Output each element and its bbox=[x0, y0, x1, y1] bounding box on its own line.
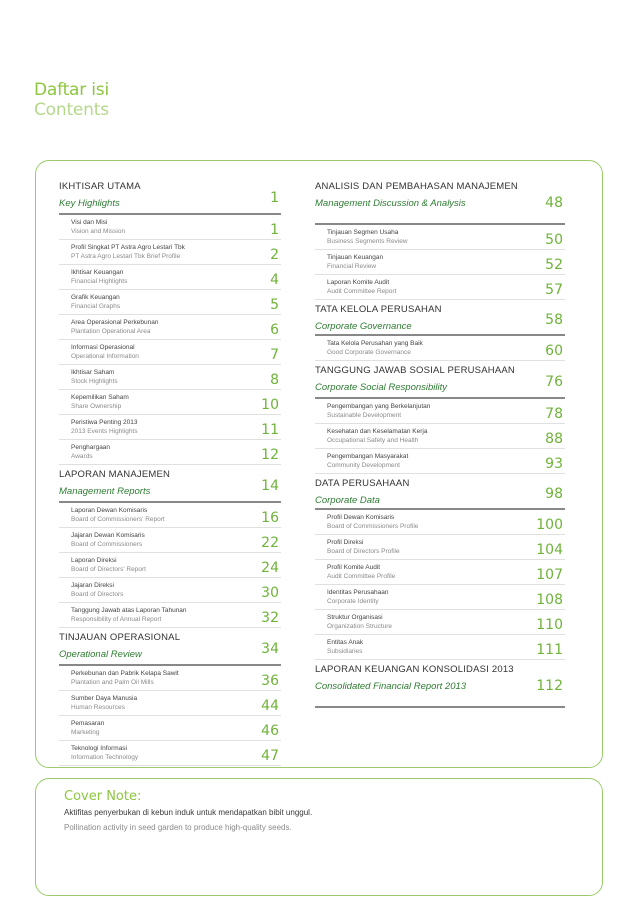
item-title-indonesian: Peristiwa Penting 2013 bbox=[71, 419, 138, 426]
item-title-indonesian: Struktur Organisasi bbox=[327, 614, 383, 621]
page-number: 46 bbox=[261, 723, 279, 739]
page-number: 34 bbox=[261, 641, 279, 657]
item-title-indonesian: Identitas Perusahaan bbox=[327, 589, 389, 596]
item-title-english: Good Corporate Governance bbox=[327, 349, 411, 356]
toc-item[interactable] bbox=[315, 535, 565, 560]
toc-item[interactable] bbox=[59, 603, 281, 628]
title-indonesian: Daftar isi bbox=[34, 80, 109, 100]
toc-item[interactable] bbox=[59, 666, 281, 691]
item-title-english: Marketing bbox=[71, 729, 100, 736]
section-title-english: Management Reports bbox=[59, 486, 151, 497]
page-number: 12 bbox=[261, 447, 279, 463]
page-number: 107 bbox=[536, 567, 563, 583]
toc-section[interactable] bbox=[59, 177, 281, 215]
toc-section[interactable] bbox=[315, 474, 565, 510]
item-title-indonesian: Area Operasional Perkebunan bbox=[71, 319, 159, 326]
section-title-english: Consolidated Financial Report 2013 bbox=[315, 681, 467, 692]
section-title-english: Operational Review bbox=[59, 649, 142, 660]
item-title-english: Stock Highlights bbox=[71, 378, 118, 385]
page-number: 2 bbox=[270, 247, 279, 263]
section-title-indonesian: LAPORAN MANAJEMEN bbox=[59, 469, 171, 480]
toc-item[interactable] bbox=[315, 610, 565, 635]
item-title-indonesian: Teknologi Informasi bbox=[71, 745, 127, 752]
toc-item[interactable] bbox=[59, 716, 281, 741]
page-number: 44 bbox=[261, 698, 279, 714]
toc-item[interactable] bbox=[59, 315, 281, 340]
item-title-indonesian: Tanggung Jawab atas Laporan Tahunan bbox=[71, 607, 187, 614]
toc-item[interactable] bbox=[59, 741, 281, 766]
item-title-english: Business Segments Review bbox=[327, 238, 408, 245]
item-title-indonesian: Tinjauan Keuangan bbox=[327, 254, 384, 261]
item-title-english: Plantation Operational Area bbox=[71, 328, 151, 335]
toc-section[interactable] bbox=[315, 660, 565, 708]
item-title-indonesian: Informasi Operasional bbox=[71, 344, 135, 351]
toc-item[interactable] bbox=[315, 250, 565, 275]
page-number: 1 bbox=[270, 222, 279, 238]
item-title-indonesian: Pengembangan yang Berkelanjutan bbox=[327, 403, 431, 410]
section-title-indonesian: IKHTISAR UTAMA bbox=[59, 181, 141, 192]
item-title-indonesian: Entitas Anak bbox=[327, 639, 364, 646]
item-title-english: Board of Directors Profile bbox=[327, 548, 400, 555]
item-title-english: Sustainable Development bbox=[327, 412, 402, 419]
item-title-english: Board of Commissioners Profile bbox=[327, 523, 419, 530]
item-title-indonesian: Laporan Dewan Komisaris bbox=[71, 507, 148, 514]
item-title-indonesian: Pengembangan Masyarakat bbox=[327, 453, 409, 460]
page-number: 52 bbox=[545, 257, 563, 273]
toc-item[interactable] bbox=[59, 340, 281, 365]
toc-section[interactable] bbox=[59, 628, 281, 666]
item-title-english: Board of Directors' Report bbox=[71, 566, 146, 573]
page-number: 14 bbox=[261, 478, 279, 494]
toc-item[interactable] bbox=[59, 415, 281, 440]
toc-item[interactable] bbox=[59, 691, 281, 716]
item-title-english: Information Technology bbox=[71, 754, 139, 761]
item-title-english: Subsidiaries bbox=[327, 648, 363, 655]
section-title-indonesian: DATA PERUSAHAAN bbox=[315, 478, 410, 489]
item-title-indonesian: Tata Kelola Perusahan yang Baik bbox=[327, 340, 423, 347]
item-title-english: 2013 Events Highlights bbox=[71, 428, 138, 435]
toc-item[interactable] bbox=[315, 399, 565, 424]
title-english: Contents bbox=[34, 100, 109, 120]
page-number: 108 bbox=[536, 592, 563, 608]
page-number: 78 bbox=[545, 406, 563, 422]
toc-item[interactable] bbox=[315, 449, 565, 474]
item-title-english: Vision and Mission bbox=[71, 228, 126, 235]
item-title-english: Board of Commissioners' Report bbox=[71, 516, 165, 523]
toc-item[interactable] bbox=[59, 290, 281, 315]
page-number: 47 bbox=[261, 748, 279, 764]
toc-item[interactable] bbox=[59, 553, 281, 578]
item-title-english: Awards bbox=[71, 453, 93, 460]
item-title-english: Occupational Safety and Health bbox=[327, 437, 419, 444]
item-title-english: Corporate Identity bbox=[327, 598, 379, 605]
section-title-english: Corporate Governance bbox=[315, 321, 412, 332]
page-number: 5 bbox=[270, 297, 279, 313]
item-title-indonesian: Laporan Direksi bbox=[71, 557, 117, 564]
item-title-indonesian: Profil Direksi bbox=[327, 539, 364, 546]
page-number: 88 bbox=[545, 431, 563, 447]
toc-item[interactable] bbox=[59, 578, 281, 603]
section-title-indonesian: TATA KELOLA PERUSAHAN bbox=[315, 304, 442, 315]
cover-note-text-english: Pollination activity in seed garden to produce high-quality seeds. bbox=[64, 823, 292, 832]
item-title-english: Financial Review bbox=[327, 263, 377, 270]
item-title-english: Board of Commissioners bbox=[71, 541, 143, 548]
item-title-english: Responsibility of Annual Report bbox=[71, 616, 162, 623]
page-number: 57 bbox=[545, 282, 563, 298]
item-title-english: Audit Committee Profile bbox=[327, 573, 396, 580]
page-number: 50 bbox=[545, 232, 563, 248]
page-number: 8 bbox=[270, 372, 279, 388]
item-title-indonesian: Perkebunan dan Pabrik Kelapa Sawit bbox=[71, 670, 179, 677]
item-title-english: Share Ownership bbox=[71, 403, 122, 410]
page-number: 6 bbox=[270, 322, 279, 338]
toc-section[interactable] bbox=[59, 465, 281, 503]
page-number: 93 bbox=[545, 456, 563, 472]
page-number: 7 bbox=[270, 347, 279, 363]
toc-item[interactable] bbox=[59, 503, 281, 528]
toc-item[interactable] bbox=[59, 390, 281, 415]
page-number: 58 bbox=[545, 312, 563, 328]
cover-note-title: Cover Note: bbox=[64, 789, 142, 804]
toc-item[interactable] bbox=[59, 528, 281, 553]
section-title-indonesian: ANALISIS DAN PEMBAHASAN MANAJEMEN bbox=[315, 181, 518, 192]
toc-right-column bbox=[315, 177, 565, 708]
page-number: 24 bbox=[261, 560, 279, 576]
toc-item[interactable] bbox=[315, 585, 565, 610]
page-number: 98 bbox=[545, 486, 563, 502]
toc-item[interactable] bbox=[315, 560, 565, 585]
page-number: 104 bbox=[536, 542, 563, 558]
section-title-indonesian: TANGGUNG JAWAB SOSIAL PERUSAHAAN bbox=[315, 365, 515, 376]
page-number: 4 bbox=[270, 272, 279, 288]
page-number: 10 bbox=[261, 397, 279, 413]
page-number: 110 bbox=[536, 617, 563, 633]
toc-item[interactable] bbox=[59, 365, 281, 390]
page-number: 22 bbox=[261, 535, 279, 551]
item-title-indonesian: Laporan Komite Audit bbox=[327, 279, 390, 286]
contents-heading bbox=[34, 80, 109, 120]
item-title-english: Human Resources bbox=[71, 704, 125, 711]
cover-note-text-indonesian: Aktifitas penyerbukan di kebun induk untuk mendapatkan bibit unggul. bbox=[64, 808, 313, 817]
toc-item[interactable] bbox=[59, 440, 281, 465]
item-title-indonesian: Ikhtisar Saham bbox=[71, 369, 115, 376]
page-number: 112 bbox=[536, 678, 563, 694]
item-title-english: PT Astra Agro Lestari Tbk Brief Profile bbox=[71, 253, 181, 260]
item-title-english: Board of Directors bbox=[71, 591, 124, 598]
page-number: 32 bbox=[261, 610, 279, 626]
page-number: 30 bbox=[261, 585, 279, 601]
item-title-indonesian: Ikhtisar Keuangan bbox=[71, 269, 124, 276]
item-title-english: Audit Committee Report bbox=[327, 288, 397, 295]
section-title-english: Corporate Data bbox=[315, 495, 380, 506]
item-title-indonesian: Tinjauan Segmen Usaha bbox=[327, 229, 399, 236]
section-title-indonesian: LAPORAN KEUANGAN KONSOLIDASI 2013 bbox=[315, 664, 514, 675]
section-title-english: Key Highlights bbox=[59, 198, 120, 209]
item-title-english: Organization Structure bbox=[327, 623, 393, 630]
toc-item[interactable] bbox=[315, 635, 565, 660]
item-title-indonesian: Jajaran Dewan Komisaris bbox=[71, 532, 145, 539]
item-title-indonesian: Profil Komite Audit bbox=[327, 564, 381, 571]
page-number: 100 bbox=[536, 517, 563, 533]
toc-item[interactable] bbox=[315, 510, 565, 535]
toc-section[interactable] bbox=[315, 300, 565, 336]
toc-section[interactable] bbox=[315, 361, 565, 399]
item-title-indonesian: Grafik Keuangan bbox=[71, 294, 120, 301]
toc-item[interactable] bbox=[315, 336, 565, 361]
item-title-indonesian: Penghargaan bbox=[71, 444, 111, 451]
item-title-indonesian: Jajaran Direksi bbox=[71, 582, 114, 589]
item-title-english: Operational Information bbox=[71, 353, 139, 360]
item-title-indonesian: Profil Dewan Komisaris bbox=[327, 514, 395, 521]
item-title-indonesian: Pemasaran bbox=[71, 720, 105, 727]
page-number: 16 bbox=[261, 510, 279, 526]
toc-item[interactable] bbox=[59, 215, 281, 240]
toc-section[interactable] bbox=[315, 177, 565, 225]
section-title-english: Corporate Social Responsibility bbox=[315, 382, 448, 393]
item-title-english: Financial Highlights bbox=[71, 278, 128, 285]
page-number: 11 bbox=[261, 422, 279, 438]
item-title-english: Community Development bbox=[327, 462, 400, 469]
item-title-indonesian: Sumber Daya Manusia bbox=[71, 695, 138, 702]
page-number: 1 bbox=[270, 190, 279, 206]
section-title-indonesian: TINJAUAN OPERASIONAL bbox=[59, 632, 181, 643]
toc-item[interactable] bbox=[315, 275, 565, 300]
page-number: 111 bbox=[536, 642, 563, 658]
section-title-english: Management Discussion & Analysis bbox=[315, 198, 466, 209]
toc-item[interactable] bbox=[315, 424, 565, 449]
toc-item[interactable] bbox=[315, 225, 565, 250]
item-title-indonesian: Kesehatan dan Keselamatan Kerja bbox=[327, 428, 428, 435]
item-title-indonesian: Kepemilikan Saham bbox=[71, 394, 129, 401]
page-number: 76 bbox=[545, 374, 563, 390]
item-title-indonesian: Visi dan Misi bbox=[71, 219, 108, 226]
toc-item[interactable] bbox=[59, 265, 281, 290]
toc-left-column bbox=[59, 177, 281, 766]
page-number: 60 bbox=[545, 343, 563, 359]
item-title-indonesian: Profil Singkat PT Astra Agro Lestari Tbk bbox=[71, 244, 185, 251]
item-title-english: Plantation and Palm Oil Mills bbox=[71, 679, 154, 686]
page-number: 36 bbox=[261, 673, 279, 689]
item-title-english: Financial Graphs bbox=[71, 303, 121, 310]
toc-item[interactable] bbox=[59, 240, 281, 265]
page-number: 48 bbox=[545, 195, 563, 211]
